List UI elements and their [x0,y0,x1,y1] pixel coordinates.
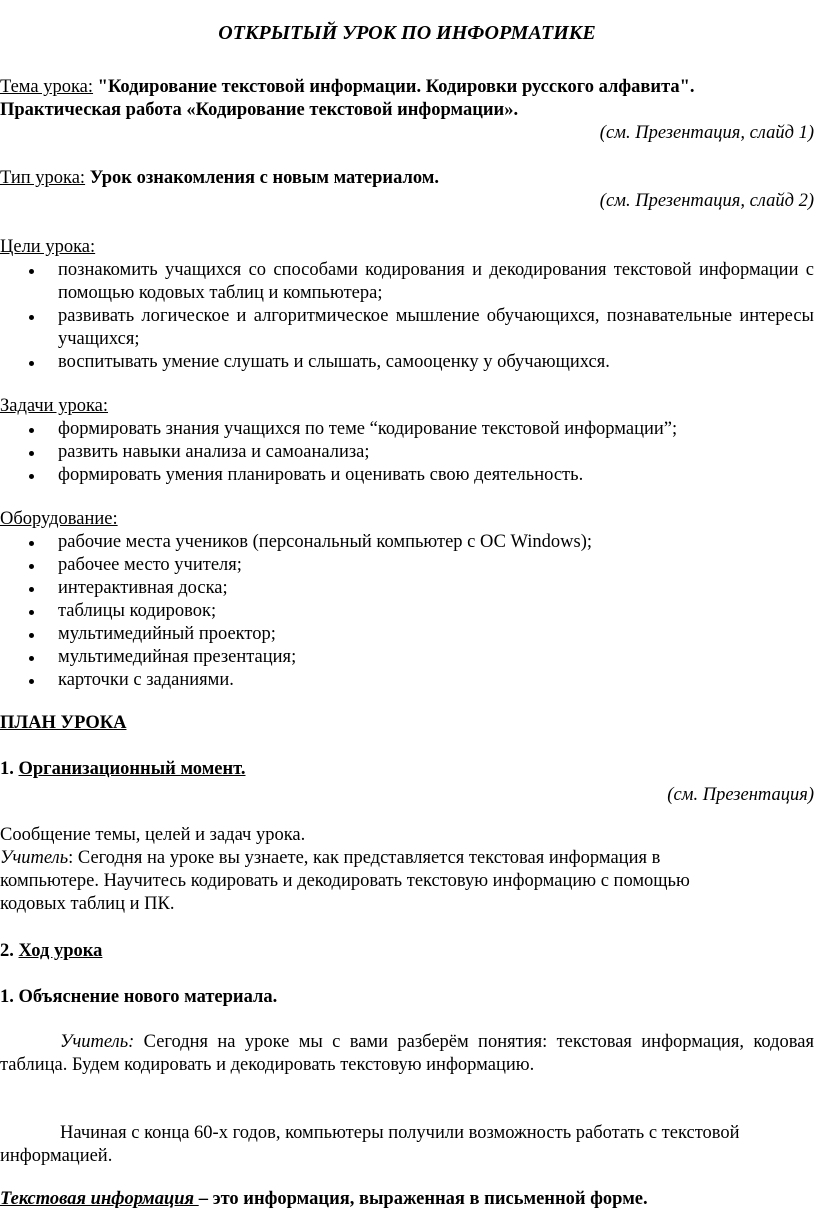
list-item: рабочее место учителя; [0,554,814,577]
list-item: мультимедийный проектор; [0,623,814,646]
teacher-label: Учитель [0,848,69,868]
section-3-title: 1. Объяснение нового материала. [0,987,278,1007]
definition-term: Текстовая информация [0,1189,199,1209]
list-item: развить навыки анализа и самоанализа; [0,441,814,464]
section-1-text [0,824,814,916]
tasks-list [0,418,814,487]
lesson-topic [0,76,814,145]
tasks-label: Задачи урока: [0,396,109,416]
list-item: мультимедийная презентация; [0,646,814,669]
list-item: формировать знания учащихся по теме “кодирование текстовой информации”; [0,418,814,441]
section-1-reference: (см. Презентация) [667,785,814,805]
teacher-text: : Сегодня на уроке вы узнаете, как представляется текстовая информация в компьютере. Научитесь кодировать и декодировать текстовую информацию с помощью кодовых таблиц и ПК. [0,848,690,914]
lesson-type [0,167,814,213]
paragraph-1 [0,1031,814,1077]
topic-label: Тема урока: [0,77,94,97]
definition-text: – это информация, выраженная в письменной форме. [198,1189,648,1209]
definition [0,1188,814,1211]
paragraph-2: Начиная с конца 60-х годов, компьютеры получили возможность работать с текстовой информацией. [0,1123,740,1166]
section-1-intro: Сообщение темы, целей и задач урока. [0,825,306,845]
document-title: ОТКРЫТЫЙ УРОК ПО ИНФОРМАТИКЕ [218,22,596,44]
lesson-tasks [0,395,814,487]
section-1-title: Организационный момент. [18,759,246,779]
list-item: карточки с заданиями. [0,669,814,692]
section-1 [0,758,814,807]
equipment-label: Оборудование: [0,509,118,529]
paragraph-1-teacher: Учитель: [60,1032,135,1052]
type-value: Урок ознакомления с новым материалом. [89,168,439,188]
paragraph-1-text: Сегодня на уроке мы с вами разберём понятия: текстовая информация, кодовая таблица. Будем кодировать и декодировать текстовую информацию. [0,1032,814,1075]
section-2 [0,940,814,963]
section-2-title: Ход урока [18,941,103,961]
topic-line-2: Практическая работа «Кодирование текстовой информации». [0,100,519,120]
list-item: формировать умения планировать и оценивать свою деятельность. [0,464,814,487]
section-2-number: 2. [0,941,14,961]
topic-line-1 [0,76,814,99]
list-item: развивать логическое и алгоритмическое мышление обучающихся, познавательные интересы учащихся; [0,305,814,351]
goals-list [0,259,814,374]
section-1-teacher-paragraph [0,847,745,916]
topic-reference: (см. Презентация, слайд 1) [599,123,814,143]
type-label: Тип урока: [0,168,86,188]
list-item: таблицы кодировок; [0,600,814,623]
section-1-number: 1. [0,759,14,779]
goals-label: Цели урока: [0,237,96,257]
plan-heading: ПЛАН УРОКА [0,713,127,733]
list-item: познакомить учащихся со способами кодирования и декодирования текстовой информации с помощью кодовых таблиц и компьютера; [0,259,814,305]
list-item: воспитывать умение слушать и слышать, самооценку у обучающихся. [0,351,814,374]
type-reference: (см. Презентация, слайд 2) [599,191,814,211]
lesson-equipment [0,508,814,692]
topic-title: "Кодирование текстовой информации. Кодировки русского алфавита". [97,77,695,97]
lesson-goals [0,236,814,374]
list-item: интерактивная доска; [0,577,814,600]
equipment-list [0,531,814,692]
list-item: рабочие места учеников (персональный компьютер с ОС Windows); [0,531,814,554]
